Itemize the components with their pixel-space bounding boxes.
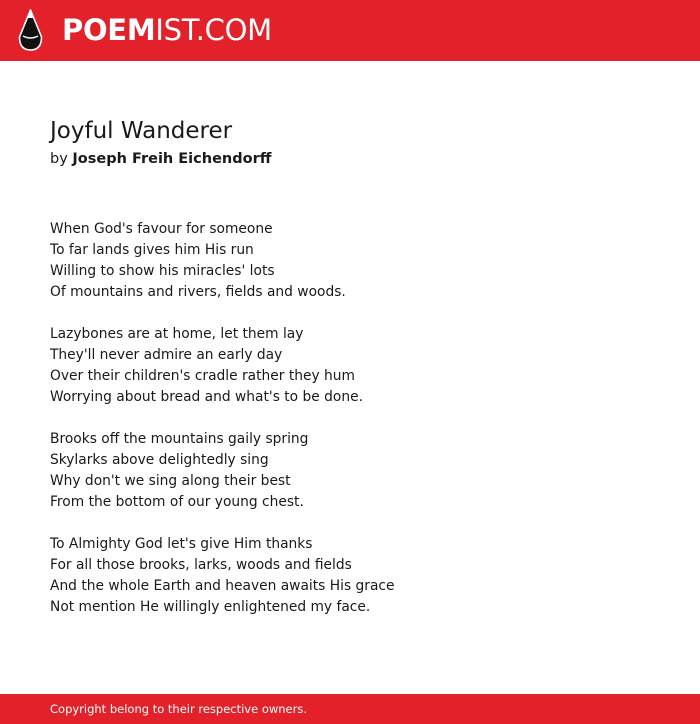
poem-line: Brooks off the mountains gaily spring xyxy=(50,431,309,447)
author-name[interactable]: Joseph Freih Eichendorff xyxy=(72,151,272,167)
poem-line: To far lands gives him His run xyxy=(50,242,254,258)
stanza xyxy=(50,324,650,408)
site-logo-text[interactable] xyxy=(62,13,272,47)
poem-line: Willing to show his miracles' lots xyxy=(50,263,275,279)
poem-line: Not mention He willingly enlightened my face. xyxy=(50,599,371,615)
poem-line: Why don't we sing along their best xyxy=(50,473,291,489)
poem-line: Lazybones are at home, let them lay xyxy=(50,326,304,342)
poem-line: They'll never admire an early day xyxy=(50,347,283,363)
poem-line: When God's favour for someone xyxy=(50,221,273,237)
brand-light: IST.COM xyxy=(155,13,272,47)
poem-line: Over their children's cradle rather they hum xyxy=(50,368,355,384)
byline xyxy=(50,149,271,169)
poem-line: Skylarks above delightedly sing xyxy=(50,452,269,468)
poem-line: From the bottom of our young chest. xyxy=(50,494,304,510)
poem-line: For all those brooks, larks, woods and fields xyxy=(50,557,352,573)
stanza xyxy=(50,534,650,618)
poem-line: To Almighty God let's give Him thanks xyxy=(50,536,313,552)
poem-title: Joyful Wanderer xyxy=(50,118,233,144)
poem-body xyxy=(50,219,650,639)
brand-bold: POEM xyxy=(62,13,156,47)
copyright-text: Copyright belong to their respective owners. xyxy=(50,702,308,716)
site-header xyxy=(0,0,700,61)
pencil-icon[interactable] xyxy=(18,9,43,51)
poem-line: Of mountains and rivers, fields and woods. xyxy=(50,284,346,300)
stanza xyxy=(50,429,650,513)
site-footer xyxy=(0,694,700,724)
poem-line: And the whole Earth and heaven awaits His grace xyxy=(50,578,395,594)
byline-prefix: by xyxy=(50,151,68,167)
stanza xyxy=(50,219,650,303)
poem-line: Worrying about bread and what's to be done. xyxy=(50,389,363,405)
